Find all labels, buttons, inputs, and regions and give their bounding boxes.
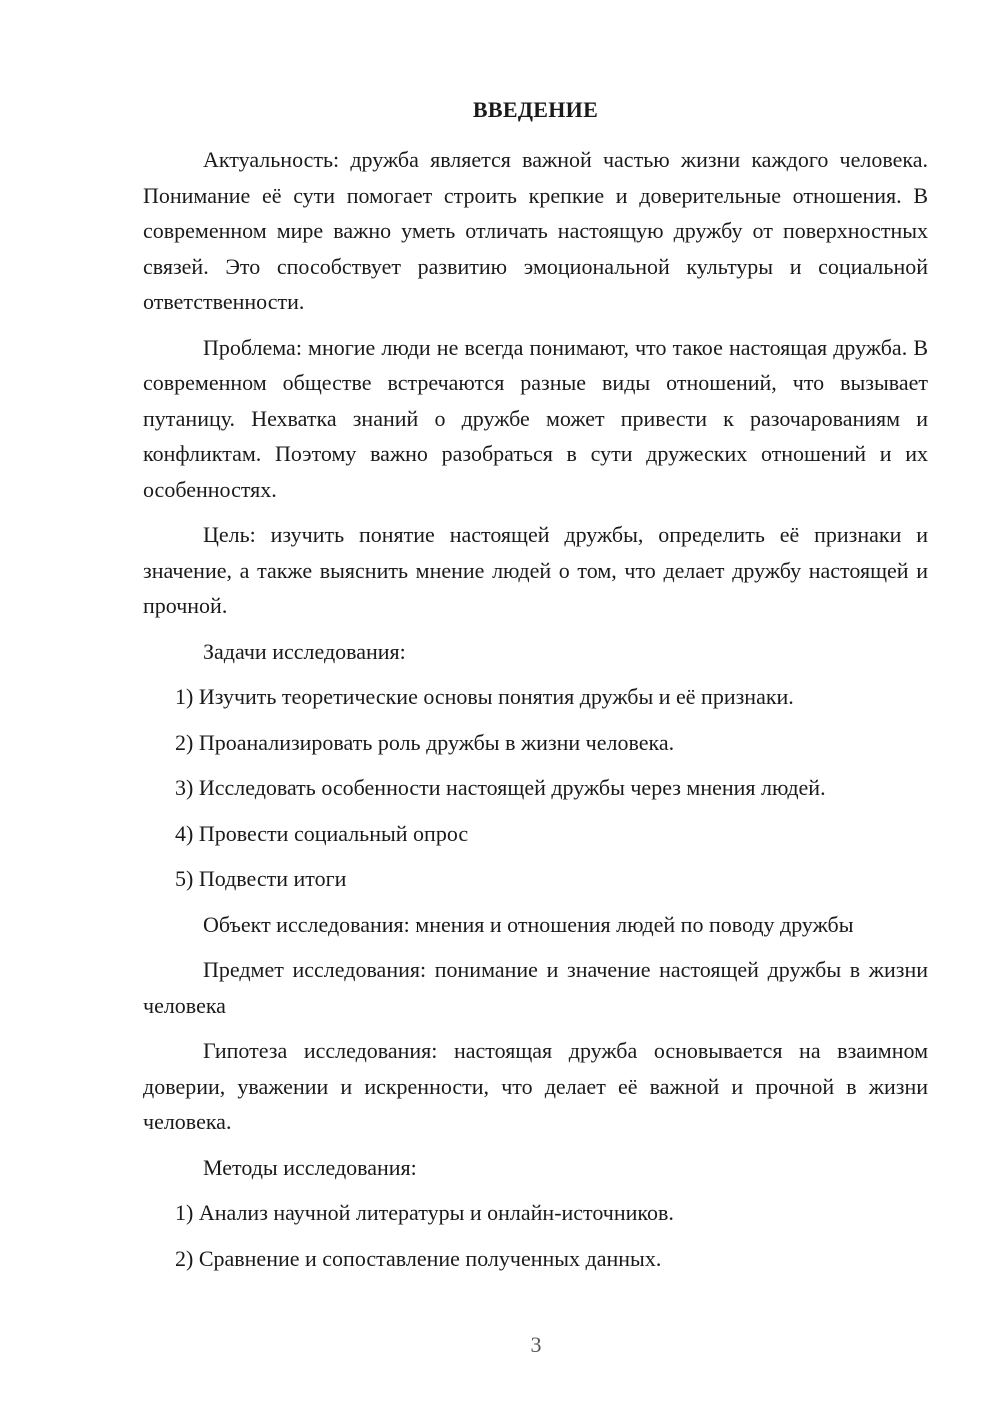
paragraph-hypothesis: Гипотеза исследования: настоящая дружба основывается на взаимном доверии, уважении и искренности, что делает её важной и прочной в жизни человека. xyxy=(143,1038,928,1134)
paragraph-relevance: Актуальность: дружба является важной частью жизни каждого человека. Понимание её сути помогает строить крепкие и доверительные отношения. В современном мире важно уметь отличать настоящую дружбу от поверхностных связей. Это способствует развитию эмоциональной культуры и социальной ответственности. xyxy=(143,147,928,314)
document-page xyxy=(143,94,928,1286)
task-item: 2) Проанализировать роль дружбы в жизни человека. xyxy=(175,729,675,755)
paragraph-object: Объект исследования: мнения и отношения людей по поводу дружбы xyxy=(203,911,854,937)
task-item: 1) Изучить теоретические основы понятия дружбы и её признаки. xyxy=(175,684,794,709)
paragraph-goal: Цель: изучить понятие настоящей дружбы, определить её признаки и значение, а также выяснить мнение людей о том, что делает дружбу настоящей и прочной. xyxy=(143,522,928,618)
task-item: 4) Провести социальный опрос xyxy=(175,820,469,846)
tasks-heading: Задачи исследования: xyxy=(203,638,406,664)
paragraph-subject: Предмет исследования: понимание и значение настоящей дружбы в жизни человека xyxy=(143,957,928,1018)
method-item: 2) Сравнение и сопоставление полученных данных. xyxy=(175,1245,662,1271)
task-item: 3) Исследовать особенности настоящей дружбы через мнения людей. xyxy=(175,775,826,800)
method-item: 1) Анализ научной литературы и онлайн-источников. xyxy=(175,1200,674,1225)
paragraph-problem: Проблема: многие люди не всегда понимают, что такое настоящая дружба. В современном обществе встречаются разные виды отношений, что вызывает путаницу. Нехватка знаний о дружбе может привести к разочарованиям и конфликтам. Поэтому важно разобраться в сути дружеских отношений и их особенностях. xyxy=(143,334,928,502)
task-item: 5) Подвести итоги xyxy=(175,866,347,891)
page-title: ВВЕДЕНИЕ xyxy=(472,97,599,122)
page-number: 3 xyxy=(530,1332,542,1357)
methods-heading: Методы исследования: xyxy=(203,1154,417,1180)
